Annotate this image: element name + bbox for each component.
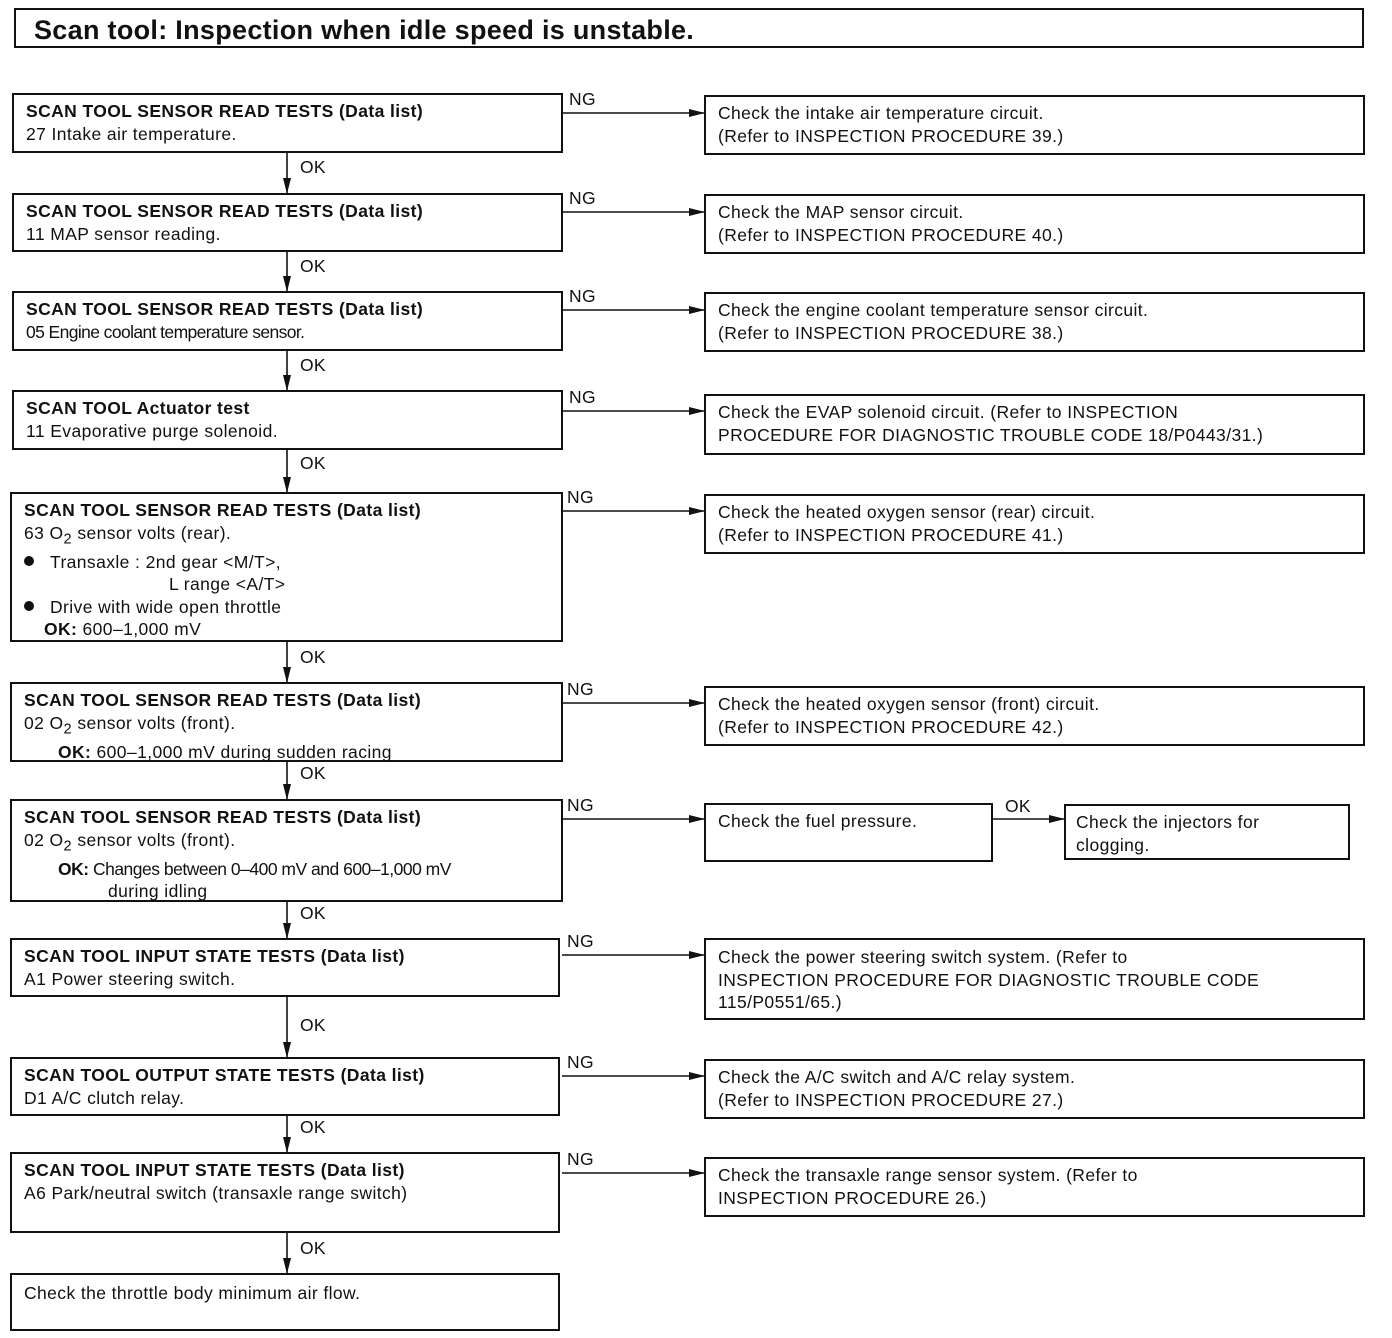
test-heading: SCAN TOOL SENSOR READ TESTS (Data list) [26, 101, 424, 121]
ok-label: OK [300, 157, 326, 177]
ok-label: OK [300, 256, 326, 276]
ok-criteria-label: OK: [44, 619, 78, 639]
test-heading: SCAN TOOL INPUT STATE TESTS (Data list) [24, 946, 405, 966]
result-ref: (Refer to INSPECTION PROCEDURE 38.) [718, 322, 1064, 343]
result-text: Check the heated oxygen sensor (rear) circuit. [718, 502, 1096, 522]
ng-label: NG [569, 188, 596, 208]
condition-text: Transaxle : 2nd gear <M/T>, [50, 551, 281, 572]
result-text: Check the A/C switch and A/C relay system. [718, 1067, 1076, 1087]
test-item [24, 712, 549, 741]
test-heading: SCAN TOOL SENSOR READ TESTS (Data list) [24, 500, 422, 520]
result-ref-cont: 115/P0551/65.) [718, 992, 842, 1012]
test-heading: SCAN TOOL Actuator test [26, 398, 250, 418]
ok-criteria-label: OK: [58, 858, 89, 879]
result-ref: (Refer to INSPECTION PROCEDURE 41.) [718, 524, 1064, 545]
ok-criteria-value: 600–1,000 mV during sudden racing [96, 741, 392, 762]
ok-label: OK [300, 903, 326, 923]
subscript: 2 [63, 721, 73, 737]
test-item [24, 522, 549, 551]
ng-label: NG [569, 89, 596, 109]
result-text: Check the injectors for [1076, 812, 1260, 832]
result-box-4 [704, 394, 1365, 455]
test-item: 05 Engine coolant temperature sensor. [26, 321, 305, 342]
result-box-9 [704, 1059, 1365, 1119]
ok-criteria-value: Changes between 0–400 mV and 600–1,000 mV [92, 858, 451, 879]
ok-label: OK [300, 453, 326, 473]
ok-criteria [24, 618, 549, 641]
ok-criteria-value: 600–1,000 mV [82, 619, 202, 639]
test-item-post: sensor volts (front). [72, 712, 236, 733]
test-item-pre: 02 O [24, 712, 64, 733]
test-box-8 [10, 938, 560, 997]
test-item: A1 Power steering switch. [24, 968, 236, 989]
result-text: Check the transaxle range sensor system. (Refer to [718, 1165, 1138, 1185]
test-item-pre: 02 O [24, 829, 64, 850]
test-box-1 [12, 93, 563, 153]
ok-label: OK [300, 1238, 326, 1258]
result-box-2 [704, 194, 1365, 254]
ok-label: OK [300, 763, 326, 783]
ok-criteria-label: OK: [58, 741, 92, 762]
ng-label: NG [567, 1052, 594, 1072]
result-ref: (Refer to INSPECTION PROCEDURE 27.) [718, 1089, 1064, 1110]
test-item: A6 Park/neutral switch (transaxle range switch) [24, 1182, 408, 1203]
result-box-7b [1064, 804, 1350, 860]
bullet-icon [24, 601, 34, 611]
ok-label: OK [300, 647, 326, 667]
condition-text: Drive with wide open throttle [50, 596, 282, 617]
result-text-cont: clogging. [1076, 834, 1150, 855]
ok-label: OK [300, 1117, 326, 1137]
test-heading: SCAN TOOL OUTPUT STATE TESTS (Data list) [24, 1065, 425, 1085]
test-box-10 [10, 1152, 560, 1233]
result-ref: INSPECTION PROCEDURE FOR DIAGNOSTIC TROUBLE CODE [718, 969, 1260, 990]
test-heading: SCAN TOOL SENSOR READ TESTS (Data list) [24, 690, 422, 710]
test-item: D1 A/C clutch relay. [24, 1087, 185, 1108]
ng-label: NG [567, 795, 594, 815]
test-box-5 [10, 492, 563, 642]
bullet-icon [24, 556, 34, 566]
ng-label: NG [567, 487, 594, 507]
ng-label: NG [567, 1149, 594, 1169]
condition-1 [24, 551, 549, 574]
ok-label: OK [1005, 796, 1031, 816]
test-box-3 [12, 291, 563, 351]
test-item-post: sensor volts (front). [72, 829, 236, 850]
test-box-9 [10, 1057, 560, 1116]
result-ref: PROCEDURE FOR DIAGNOSTIC TROUBLE CODE 18/P0443/31.) [718, 424, 1264, 445]
test-item-pre: 63 O [24, 522, 64, 543]
result-text: Check the EVAP solenoid circuit. (Refer to INSPECTION [718, 402, 1179, 422]
test-box-7 [10, 799, 563, 902]
result-box-10 [704, 1157, 1365, 1217]
result-text: Check the fuel pressure. [718, 811, 918, 831]
ok-criteria [24, 858, 549, 881]
ok-criteria [24, 741, 549, 764]
result-box-5 [704, 494, 1365, 554]
test-item: 11 MAP sensor reading. [26, 223, 221, 244]
test-box-4 [12, 390, 563, 450]
result-ref: (Refer to INSPECTION PROCEDURE 39.) [718, 125, 1064, 146]
test-box-6 [10, 682, 563, 762]
ok-criteria-cont: during idling [108, 881, 208, 901]
test-item: 11 Evaporative purge solenoid. [26, 420, 278, 441]
result-text: Check the MAP sensor circuit. [718, 202, 964, 222]
ng-label: NG [567, 931, 594, 951]
result-box-6 [704, 686, 1365, 746]
condition-2 [24, 596, 549, 619]
result-text: Check the intake air temperature circuit. [718, 103, 1044, 123]
result-box-1 [704, 95, 1365, 155]
final-box [10, 1273, 560, 1331]
page-title: Scan tool: Inspection when idle speed is unstable. [34, 15, 695, 45]
ng-label: NG [569, 286, 596, 306]
test-heading: SCAN TOOL SENSOR READ TESTS (Data list) [24, 807, 422, 827]
result-text: Check the engine coolant temperature sensor circuit. [718, 300, 1149, 320]
condition-1b: L range <A/T> [169, 574, 286, 594]
subscript: 2 [63, 838, 73, 854]
test-box-2 [12, 193, 563, 252]
result-ref: INSPECTION PROCEDURE 26.) [718, 1187, 987, 1208]
ok-label: OK [300, 1015, 326, 1035]
ok-label: OK [300, 355, 326, 375]
result-text: Check the heated oxygen sensor (front) circuit. [718, 694, 1100, 714]
test-heading: SCAN TOOL INPUT STATE TESTS (Data list) [24, 1160, 405, 1180]
result-ref: (Refer to INSPECTION PROCEDURE 42.) [718, 716, 1064, 737]
test-item [24, 829, 549, 858]
result-text: Check the power steering switch system. (Refer to [718, 947, 1128, 967]
ng-label: NG [569, 387, 596, 407]
test-item-post: sensor volts (rear). [72, 522, 232, 543]
test-heading: SCAN TOOL SENSOR READ TESTS (Data list) [26, 201, 424, 221]
result-ref: (Refer to INSPECTION PROCEDURE 40.) [718, 224, 1064, 245]
test-item: 27 Intake air temperature. [26, 123, 237, 144]
result-box-8 [704, 938, 1365, 1020]
result-box-7 [704, 803, 993, 862]
test-heading: SCAN TOOL SENSOR READ TESTS (Data list) [26, 299, 424, 319]
final-text: Check the throttle body minimum air flow. [24, 1283, 361, 1303]
result-box-3 [704, 292, 1365, 352]
ng-label: NG [567, 679, 594, 699]
subscript: 2 [63, 531, 73, 547]
